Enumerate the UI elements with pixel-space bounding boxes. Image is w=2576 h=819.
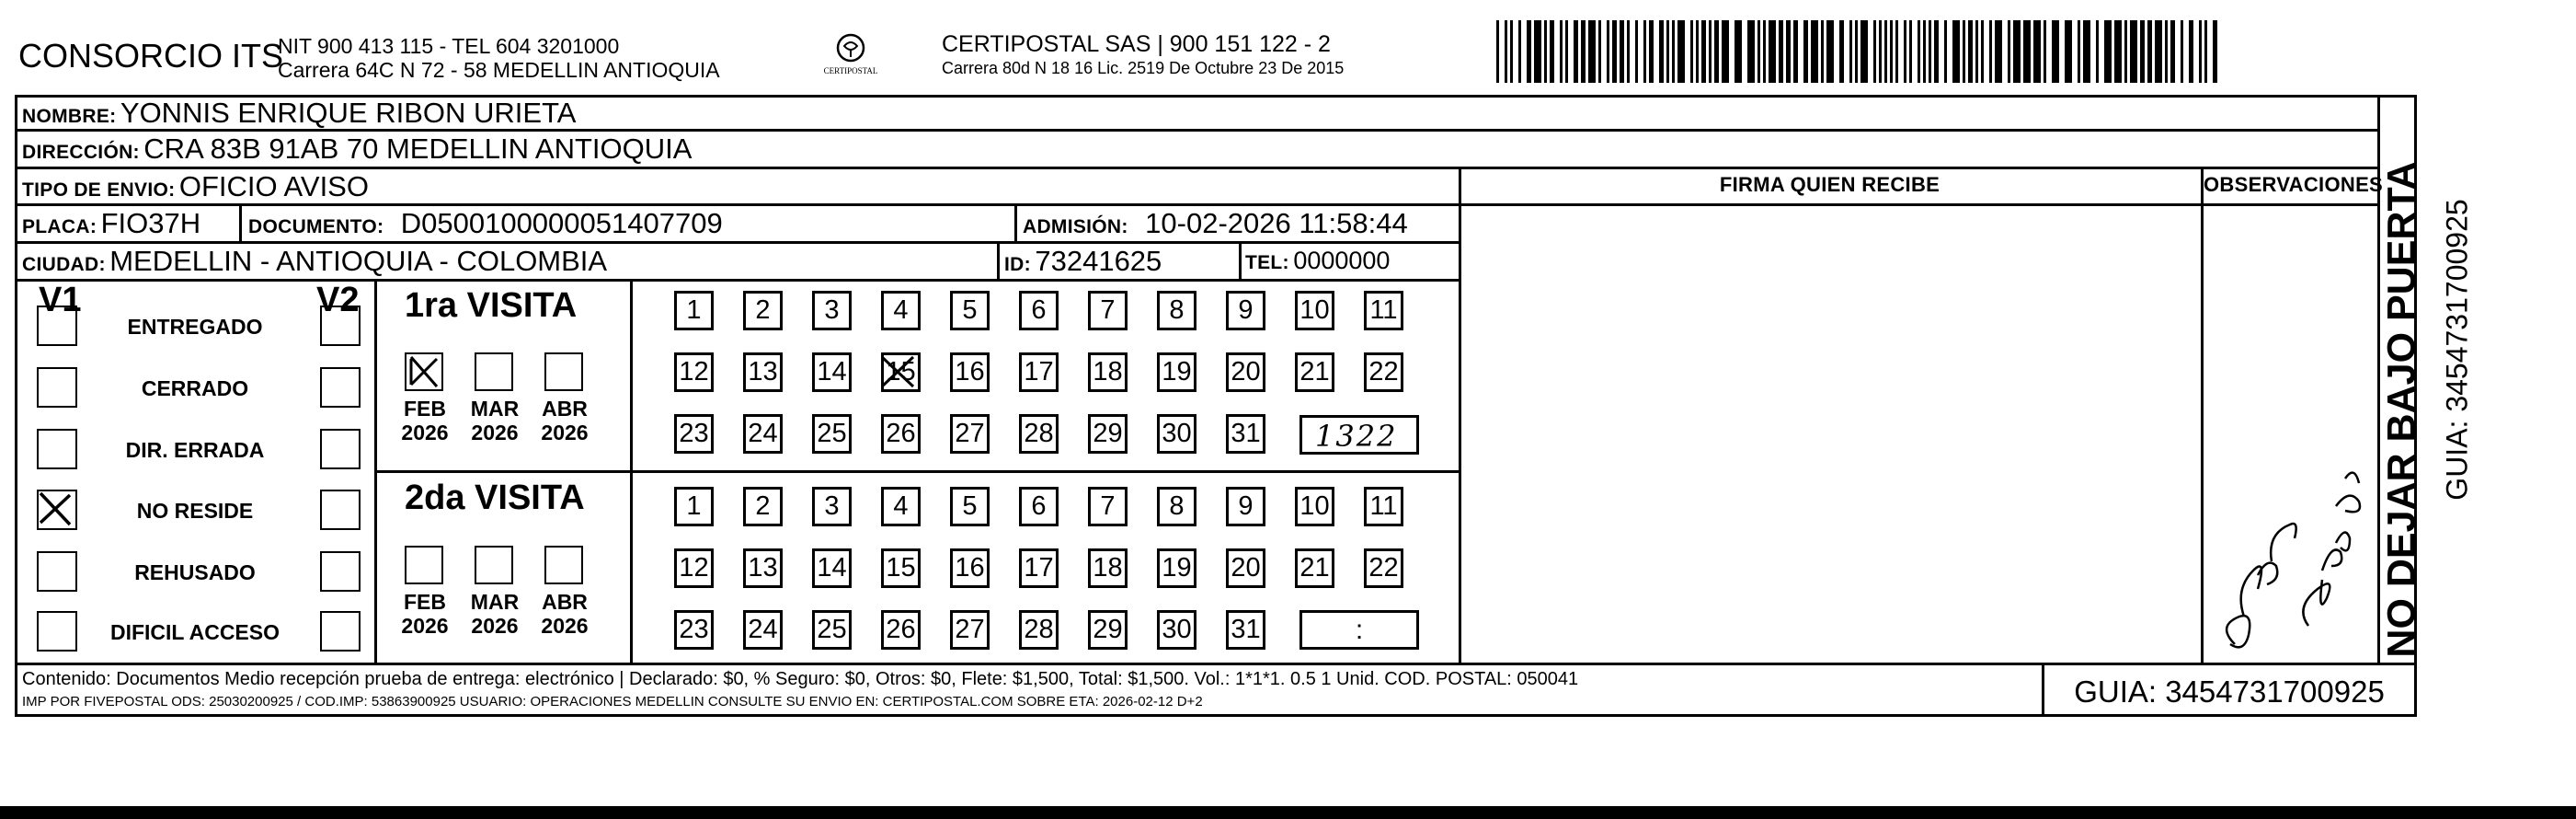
day-cell-4[interactable]: 4 <box>881 487 921 526</box>
postal-name: CERTIPOSTAL SAS | 900 151 122 - 2 <box>942 31 1331 57</box>
day-cell-2[interactable]: 2 <box>743 291 783 330</box>
barcode <box>1496 20 2223 83</box>
v1-checkbox-2[interactable] <box>37 367 77 408</box>
visit1-time-written: 1322 <box>1315 419 1398 454</box>
month-label-mar: MAR 2026 <box>470 397 520 444</box>
v2-checkbox-3[interactable] <box>320 429 361 469</box>
day-cell-13[interactable]: 13 <box>743 548 783 588</box>
v2-checkbox-6[interactable] <box>320 611 361 652</box>
status-label-5: REHUSADO <box>134 560 256 584</box>
day-cell-19[interactable]: 19 <box>1157 548 1196 588</box>
day-cell-6[interactable]: 6 <box>1019 291 1059 330</box>
tipo-envio-label: TIPO DE ENVIO: <box>22 179 176 201</box>
day-cell-21[interactable]: 21 <box>1295 352 1334 392</box>
day-cell-18[interactable]: 18 <box>1088 548 1128 588</box>
day-cell-6[interactable]: 6 <box>1019 487 1059 526</box>
day-cell-28[interactable]: 28 <box>1019 610 1059 650</box>
day-cell-3[interactable]: 3 <box>812 291 852 330</box>
tel-label: TEL: <box>1245 252 1289 273</box>
v1-checkbox-4[interactable] <box>37 490 77 530</box>
day-cell-2[interactable]: 2 <box>743 487 783 526</box>
v1-checkbox-1[interactable] <box>37 306 77 346</box>
status-label-2: CERRADO <box>141 376 249 400</box>
side-warning: NO DEJAR BAJO PUERTA <box>2379 161 2424 658</box>
day-cell-29[interactable]: 29 <box>1088 610 1128 650</box>
day-cell-15[interactable]: 15 <box>881 548 921 588</box>
admision-value: 10-02-2026 11:58:44 <box>1145 207 1408 239</box>
id-label: ID: <box>1004 254 1031 275</box>
month-checkbox-abr[interactable] <box>544 546 583 584</box>
day-cell-1[interactable]: 1 <box>674 487 714 526</box>
day-cell-14[interactable]: 14 <box>812 352 852 392</box>
visit1-title: 1ra VISITA <box>405 286 578 325</box>
day-cell-4[interactable]: 4 <box>881 291 921 330</box>
v1-checkbox-6[interactable] <box>37 611 77 652</box>
day-cell-23[interactable]: 23 <box>674 610 714 650</box>
day-cell-7[interactable]: 7 <box>1088 487 1128 526</box>
month-label-abr: ABR 2026 <box>541 397 589 444</box>
day-cell-17[interactable]: 17 <box>1019 548 1059 588</box>
day-cell-11[interactable]: 11 <box>1364 487 1403 526</box>
nombre-label: NOMBRE: <box>22 106 117 127</box>
visit2-time-placeholder: : <box>1355 615 1364 645</box>
day-cell-5[interactable]: 5 <box>950 487 990 526</box>
day-cell-30[interactable]: 30 <box>1157 414 1196 454</box>
nombre-value: YONNIS ENRIQUE RIBON URIETA <box>120 97 577 129</box>
day-cell-10[interactable]: 10 <box>1295 291 1334 330</box>
month-checkbox-feb[interactable] <box>405 352 443 391</box>
visit2-title: 2da VISITA <box>405 479 585 517</box>
id-value: 73241625 <box>1035 245 1162 277</box>
day-cell-9[interactable]: 9 <box>1226 291 1265 330</box>
day-cell-25[interactable]: 25 <box>812 610 852 650</box>
day-cell-18[interactable]: 18 <box>1088 352 1128 392</box>
day-cell-15[interactable]: 15 <box>881 352 921 392</box>
placa-label: PLACA: <box>22 216 97 237</box>
status-label-4: NO RESIDE <box>136 499 254 523</box>
footer-imp-line: IMP POR FIVEPOSTAL ODS: 25030200925 / COD.IMP: 53863900925 USUARIO: OPERACIONES MEDELLIN CONSULTE SU ENVIO EN: CERTIPOSTAL.COM SOBRE ETA: 2026-02-12 D+2 <box>22 694 1203 709</box>
day-cell-14[interactable]: 14 <box>812 548 852 588</box>
month-label-feb: FEB 2026 <box>401 590 449 638</box>
day-cell-8[interactable]: 8 <box>1157 487 1196 526</box>
v1-checkbox-5[interactable] <box>37 551 77 592</box>
direccion-label: DIRECCIÓN: <box>22 142 140 163</box>
tipo-envio-value: OFICIO AVISO <box>178 170 369 202</box>
day-cell-9[interactable]: 9 <box>1226 487 1265 526</box>
day-cell-10[interactable]: 10 <box>1295 487 1334 526</box>
placa-value: FIO37H <box>100 207 201 239</box>
day-cell-11[interactable]: 11 <box>1364 291 1403 330</box>
postal-address: Carrera 80d N 18 16 Lic. 2519 De Octubre 23 De 2015 <box>942 59 1345 77</box>
day-cell-24[interactable]: 24 <box>743 610 783 650</box>
visit2-time-box <box>1299 610 1419 650</box>
v2-checkbox-2[interactable] <box>320 367 361 408</box>
visit1-time-box <box>1299 415 1419 455</box>
day-cell-27[interactable]: 27 <box>950 610 990 650</box>
nit-line: NIT 900 413 115 - TEL 604 3201000 <box>278 34 620 58</box>
day-cell-31[interactable]: 31 <box>1226 414 1265 454</box>
month-label-abr: ABR 2026 <box>541 590 589 638</box>
day-cell-21[interactable]: 21 <box>1295 548 1334 588</box>
day-cell-24[interactable]: 24 <box>743 414 783 454</box>
footer-content-line: Contenido: Documentos Medio recepción prueba de entrega: electrónico | Declarado: $0, % Seguro: $0, Otros: $0, Flete: $1,500, Total: $1,500. Vol.: 1*1*1. 0.5 1 Unid. COD. POSTAL: 050041 <box>22 669 1579 689</box>
month-label-mar: MAR 2026 <box>470 590 520 638</box>
v2-label: V2 <box>316 281 360 319</box>
day-cell-22[interactable]: 22 <box>1364 352 1403 392</box>
v2-checkbox-4[interactable] <box>320 490 361 530</box>
company-name: CONSORCIO ITS <box>18 37 284 75</box>
day-cell-20[interactable]: 20 <box>1226 548 1265 588</box>
v2-checkbox-1[interactable] <box>320 306 361 346</box>
admision-label: ADMISIÓN: <box>1023 216 1128 237</box>
v1-label: V1 <box>39 281 82 319</box>
day-cell-30[interactable]: 30 <box>1157 610 1196 650</box>
day-cell-17[interactable]: 17 <box>1019 352 1059 392</box>
footer-guia: GUIA: 3454731700925 <box>2074 675 2385 709</box>
day-cell-7[interactable]: 7 <box>1088 291 1128 330</box>
status-label-6: DIFICIL ACCESO <box>109 620 280 644</box>
day-cell-16[interactable]: 16 <box>950 352 990 392</box>
logo-caption: CERTIPOSTAL <box>823 66 878 75</box>
month-checkbox-mar[interactable] <box>475 352 513 391</box>
day-cell-12[interactable]: 12 <box>674 352 714 392</box>
day-cell-19[interactable]: 19 <box>1157 352 1196 392</box>
company-address: Carrera 64C N 72 - 58 MEDELLIN ANTIOQUIA <box>278 58 720 82</box>
day-cell-25[interactable]: 25 <box>812 414 852 454</box>
day-cell-26[interactable]: 26 <box>881 610 921 650</box>
day-cell-12[interactable]: 12 <box>674 548 714 588</box>
day-cell-22[interactable]: 22 <box>1364 548 1403 588</box>
v1-checkbox-3[interactable] <box>37 429 77 469</box>
day-cell-3[interactable]: 3 <box>812 487 852 526</box>
observaciones-header: OBSERVACIONES <box>2204 173 2384 196</box>
day-cell-28[interactable]: 28 <box>1019 414 1059 454</box>
day-cell-13[interactable]: 13 <box>743 352 783 392</box>
tel-value: 0000000 <box>1293 247 1391 274</box>
month-label-feb: FEB 2026 <box>401 397 449 444</box>
day-cell-23[interactable]: 23 <box>674 414 714 454</box>
v2-checkbox-5[interactable] <box>320 551 361 592</box>
day-cell-16[interactable]: 16 <box>950 548 990 588</box>
day-cell-5[interactable]: 5 <box>950 291 990 330</box>
direccion-value: CRA 83B 91AB 70 MEDELLIN ANTIOQUIA <box>143 133 693 165</box>
day-cell-29[interactable]: 29 <box>1088 414 1128 454</box>
documento-value: D0500100000051407709 <box>400 207 723 239</box>
ciudad-label: CIUDAD: <box>22 254 106 275</box>
certipostal-logo <box>809 31 892 79</box>
bottom-bar <box>0 806 2576 819</box>
documento-label: DOCUMENTO: <box>248 216 384 237</box>
ciudad-value: MEDELLIN - ANTIOQUIA - COLOMBIA <box>109 245 608 277</box>
handwritten-signature <box>2207 350 2373 653</box>
day-cell-27[interactable]: 27 <box>950 414 990 454</box>
status-label-1: ENTREGADO <box>127 315 263 339</box>
day-cell-20[interactable]: 20 <box>1226 352 1265 392</box>
status-label-3: DIR. ERRADA <box>125 438 265 462</box>
month-checkbox-mar[interactable] <box>475 546 513 584</box>
day-cell-26[interactable]: 26 <box>881 414 921 454</box>
month-checkbox-feb[interactable] <box>405 546 443 584</box>
side-guia: GUIA: 3454731700925 <box>2440 199 2474 501</box>
day-cell-31[interactable]: 31 <box>1226 610 1265 650</box>
firma-header: FIRMA QUIEN RECIBE <box>1719 173 1941 196</box>
day-cell-1[interactable]: 1 <box>674 291 714 330</box>
month-checkbox-abr[interactable] <box>544 352 583 391</box>
day-cell-8[interactable]: 8 <box>1157 291 1196 330</box>
